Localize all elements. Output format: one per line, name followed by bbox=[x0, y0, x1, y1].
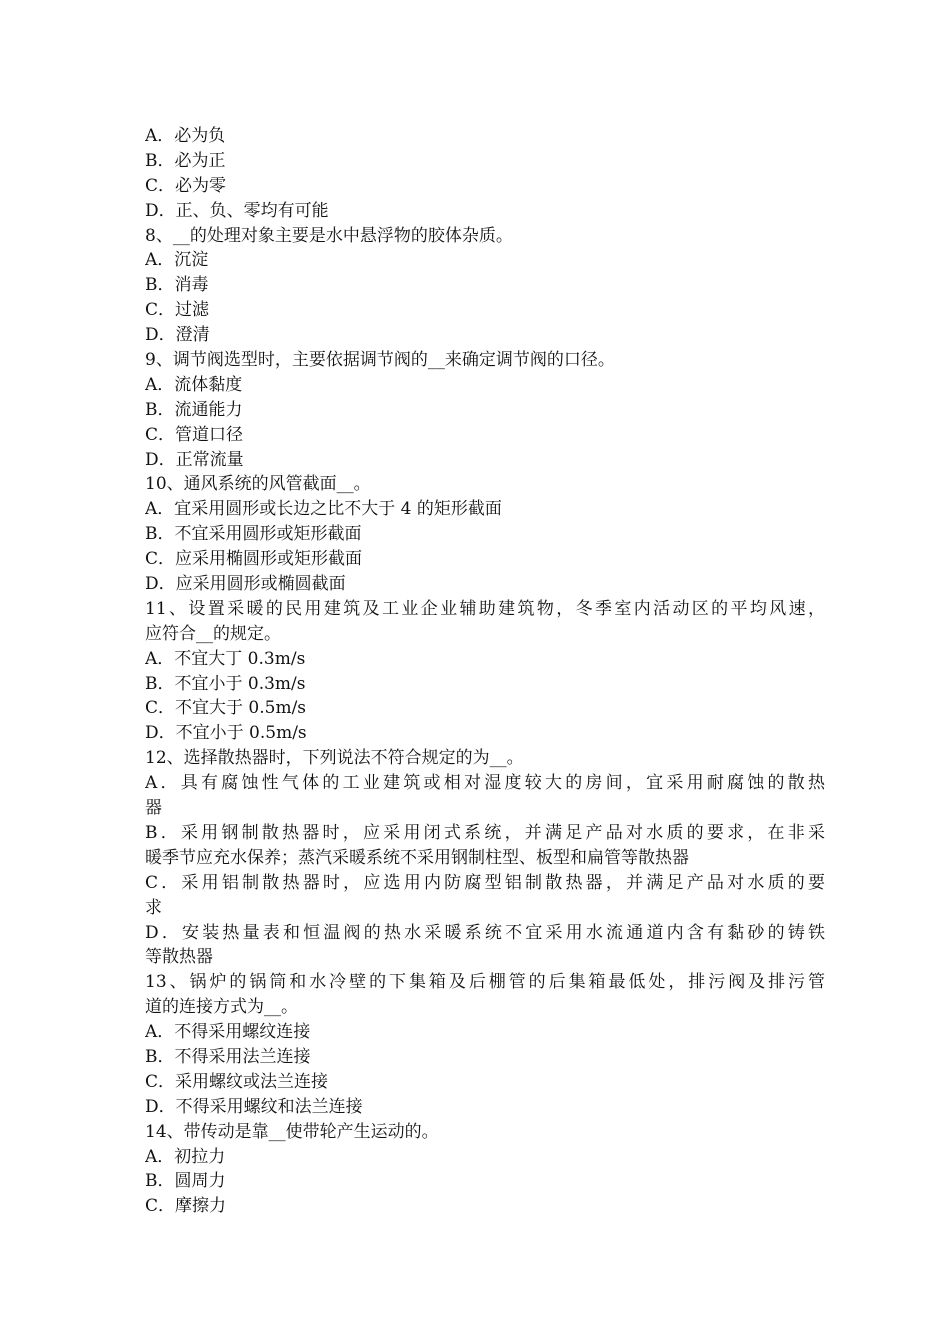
question-14: 14、带传动是靠__使带轮产生运动的。 bbox=[145, 1121, 439, 1142]
question-10: 10、通风系统的风管截面__。 bbox=[145, 474, 371, 495]
option-line: B．不得采用法兰连接 bbox=[145, 1046, 311, 1067]
question-11-cont: 应符合__的规定。 bbox=[145, 623, 281, 644]
option-line: B．不宜采用圆形或矩形截面 bbox=[145, 524, 362, 545]
option-line: D．不得采用螺纹和法兰连接 bbox=[145, 1096, 363, 1117]
option-line: D．不宜小于 0.5m/s bbox=[145, 723, 307, 744]
option-line: D．澄清 bbox=[145, 325, 210, 346]
option-line: D．安装热量表和恒温阀的热水采暖系统不宜采用水流通道内含有黏砂的铸铁 bbox=[145, 922, 825, 943]
option-line: B．流通能力 bbox=[145, 399, 243, 420]
option-line: A．不得采用螺纹连接 bbox=[145, 1022, 311, 1043]
option-line: A．沉淀 bbox=[145, 250, 209, 271]
option-line: B．必为正 bbox=[145, 150, 226, 171]
option-line: B．采用钢制散热器时，应采用闭式系统，并满足产品对水质的要求，在非采 bbox=[145, 822, 825, 843]
option-line: C．应采用椭圆形或矩形截面 bbox=[145, 549, 363, 570]
option-line: A．必为负 bbox=[145, 126, 226, 146]
option-line-cont: 器 bbox=[145, 798, 162, 819]
option-line-cont: 暖季节应充水保养；蒸汽采暖系统不采用钢制柱型、板型和扁管等散热器 bbox=[145, 847, 689, 868]
option-line: D．应采用圆形或椭圆截面 bbox=[145, 574, 346, 595]
question-13-cont: 道的连接方式为__。 bbox=[145, 997, 298, 1018]
document-body bbox=[145, 124, 825, 1219]
question-11: 11、设置采暖的民用建筑及工业企业辅助建筑物，冬季室内活动区的平均风速， bbox=[145, 598, 825, 619]
option-line-cont: 等散热器 bbox=[145, 947, 213, 968]
option-line: B．圆周力 bbox=[145, 1171, 226, 1192]
question-8: 8、__的处理对象主要是水中悬浮物的胶体杂质。 bbox=[145, 225, 513, 246]
option-line: C．必为零 bbox=[145, 175, 227, 196]
option-line: C．采用铝制散热器时，应选用内防腐型铝制散热器，并满足产品对水质的要 bbox=[145, 872, 825, 893]
option-line: D．正、负、零均有可能 bbox=[145, 200, 329, 221]
option-line: A．具有腐蚀性气体的工业建筑或相对湿度较大的房间，宜采用耐腐蚀的散热 bbox=[145, 773, 825, 794]
question-9: 9、调节阀选型时，主要依据调节阀的__来确定调节阀的口径。 bbox=[145, 350, 615, 371]
question-12: 12、选择散热器时，下列说法不符合规定的为__。 bbox=[145, 748, 524, 769]
question-13: 13、锅炉的锅筒和水冷壁的下集箱及后棚管的后集箱最低处，排污阀及排污管 bbox=[145, 972, 825, 993]
option-line: D．正常流量 bbox=[145, 449, 244, 470]
option-line: A．流体黏度 bbox=[145, 374, 243, 395]
option-line: A．初拉力 bbox=[145, 1146, 226, 1167]
option-line: C．摩擦力 bbox=[145, 1196, 227, 1217]
option-line: C．管道口径 bbox=[145, 424, 244, 445]
option-line: A．宜采用圆形或长边之比不大于 4 的矩形截面 bbox=[145, 499, 502, 520]
option-line: C．过滤 bbox=[145, 300, 210, 321]
option-line: C．不宜大于 0.5m/s bbox=[145, 698, 307, 719]
option-line: B．不宜小于 0.3m/s bbox=[145, 673, 306, 694]
option-line: A．不宜大丁 0.3m/s bbox=[145, 648, 306, 669]
option-line: B．消毒 bbox=[145, 275, 209, 296]
option-line: C．采用螺纹或法兰连接 bbox=[145, 1071, 329, 1092]
option-line-cont: 求 bbox=[145, 897, 162, 918]
